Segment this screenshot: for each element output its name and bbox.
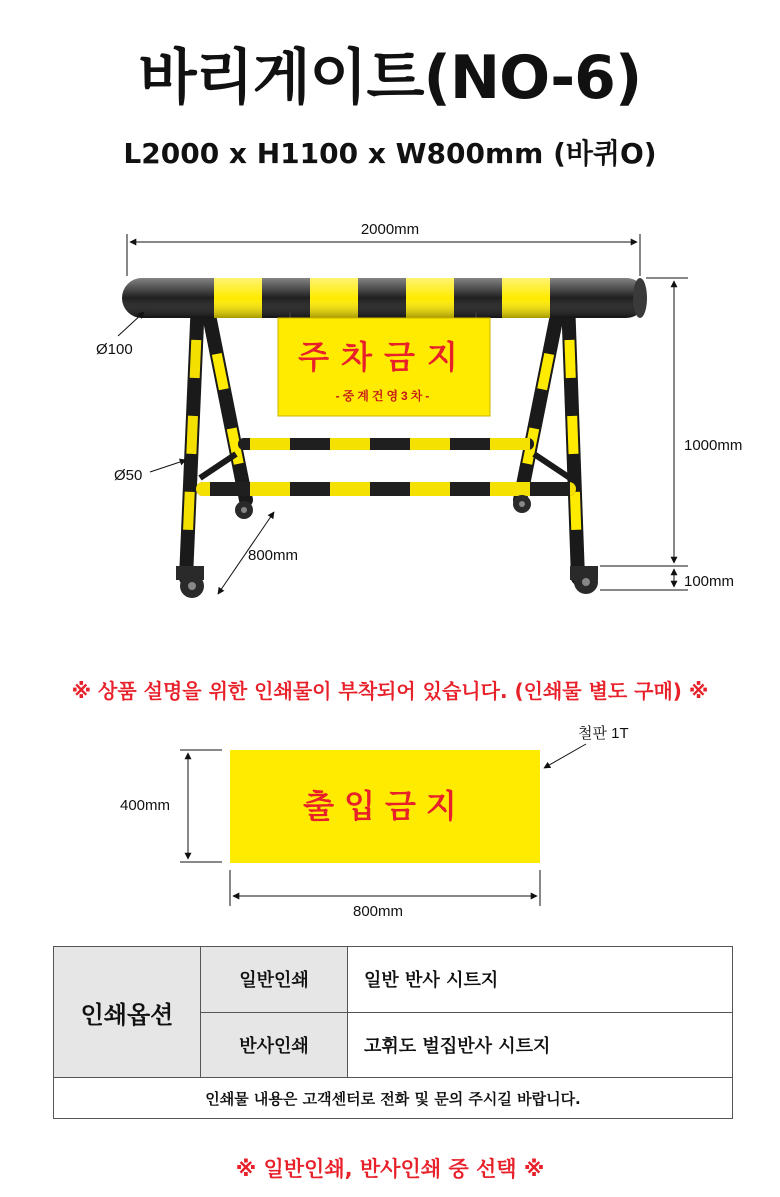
plate-material-label: 철판 1T	[578, 725, 629, 742]
left-leg	[186, 300, 246, 578]
plate-text: 출입금지	[303, 788, 467, 824]
plate-width-label: 800mm	[352, 903, 404, 920]
notice-text: ※ 상품 설명을 위한 인쇄물이 부착되어 있습니다. (인쇄물 별도 구매) ※	[71, 679, 709, 703]
plate-drawing	[0, 720, 780, 920]
option-kind-cell: 일반인쇄	[201, 947, 348, 1013]
footer-note: ※ 일반인쇄, 반사인쇄 중 선택 ※	[235, 1157, 545, 1181]
pipe-leg-diameter-label: Ø50	[114, 467, 143, 484]
wheel-height-label: 100mm	[684, 573, 735, 590]
page-title: 바리게이트(NO-6)	[138, 43, 642, 113]
cross-bar-upper	[238, 438, 534, 450]
sign-board	[278, 312, 490, 416]
wheel-icon	[570, 566, 598, 594]
pipe-top-diameter-label: Ø100	[96, 341, 133, 358]
print-options-table	[53, 946, 733, 1119]
option-desc-cell: 일반 반사 시트지	[348, 947, 733, 1013]
top-pipe	[122, 278, 647, 318]
page-subtitle: L2000 x H1100 x W800mm (바퀴O)	[123, 137, 657, 170]
length-label: 2000mm	[360, 221, 420, 238]
plate-height-label: 400mm	[120, 797, 171, 814]
print-options-header: 인쇄옵션	[54, 947, 201, 1078]
wheel-icon	[513, 495, 531, 513]
option-desc-cell: 고휘도 벌집반사 시트지	[348, 1012, 733, 1078]
cross-bar-lower	[196, 482, 576, 496]
width-label: 800mm	[248, 547, 299, 564]
barrier-drawing	[0, 200, 780, 610]
option-kind-cell: 반사인쇄	[201, 1012, 348, 1078]
sign-sub-text: -중계건영3차-	[335, 389, 433, 403]
print-options-footer: 인쇄물 내용은 고객센터로 전화 및 문의 주시길 바랍니다.	[54, 1078, 733, 1119]
wheel-icon	[176, 566, 204, 598]
sign-main-text: 주차금지	[298, 339, 470, 375]
height-label: 1000mm	[684, 437, 743, 454]
wheel-icon	[235, 501, 253, 519]
